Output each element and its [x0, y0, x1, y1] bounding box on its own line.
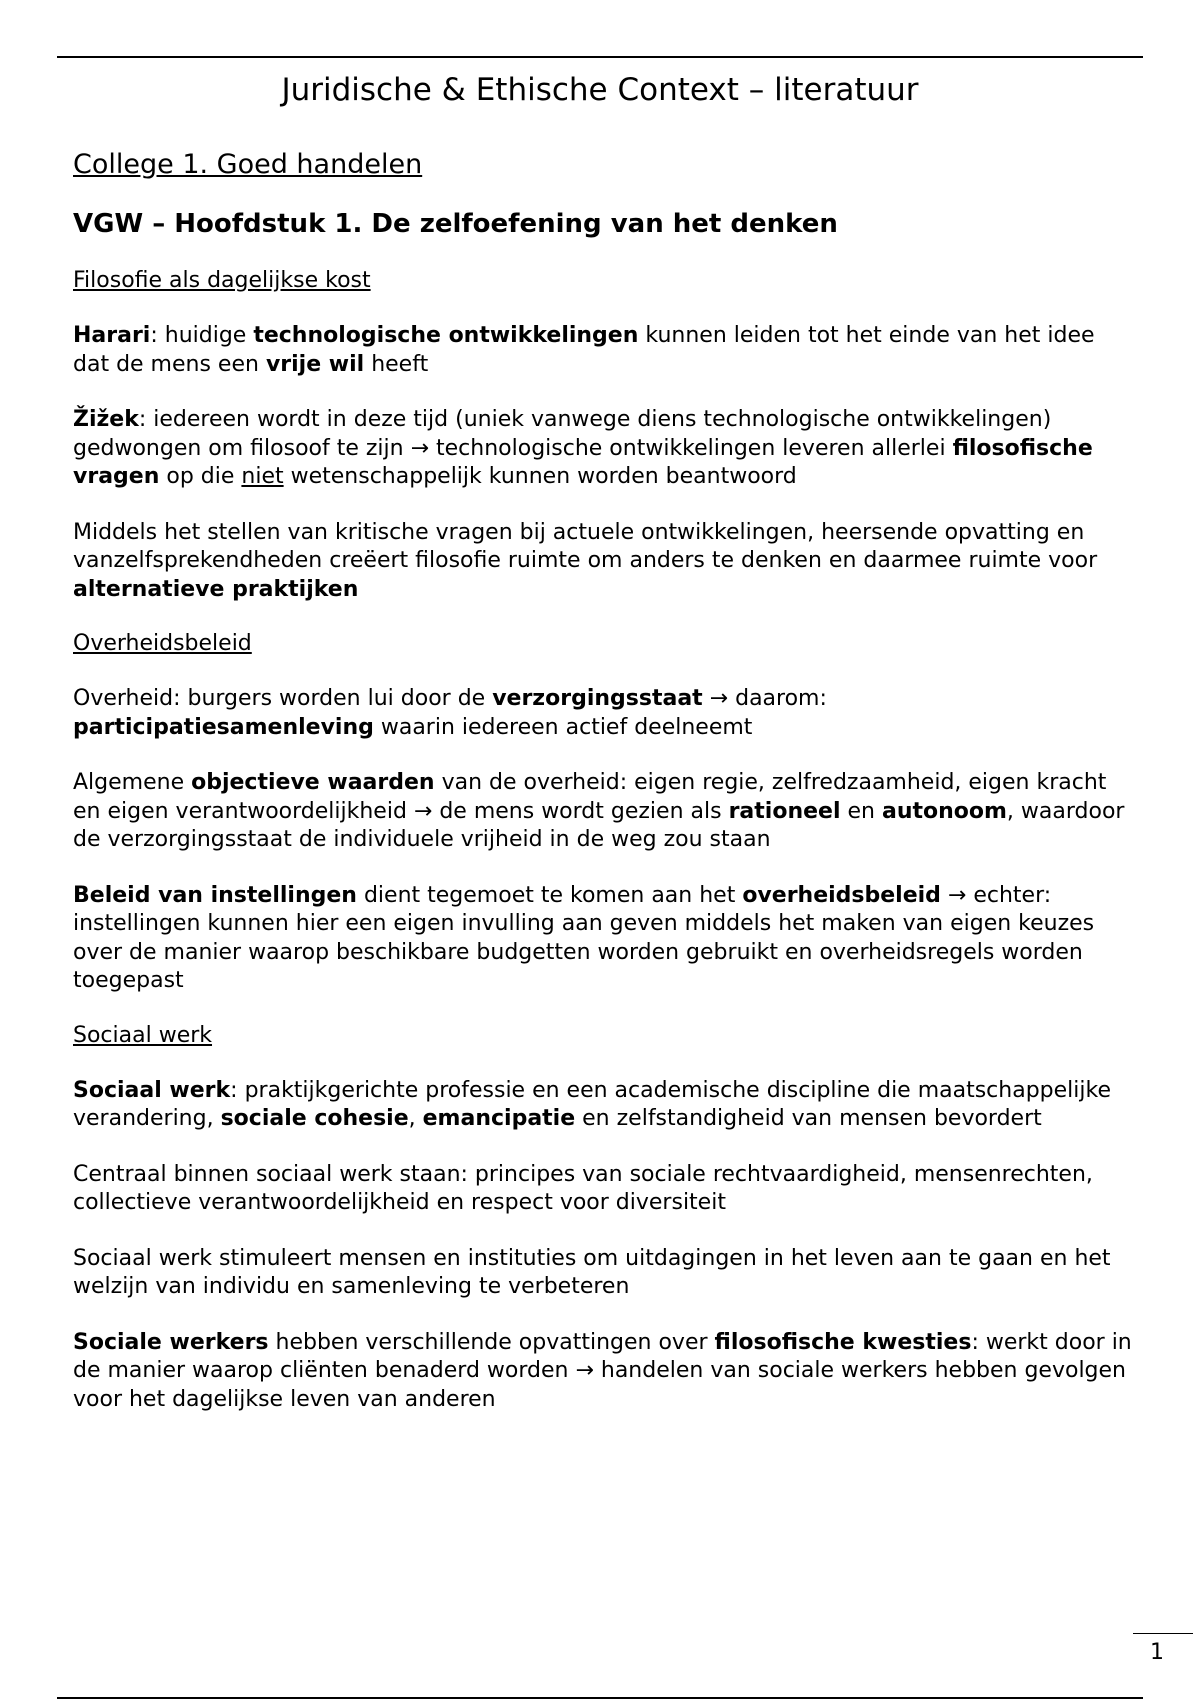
section-heading-filosofie: Filosofie als dagelijkse kost: [73, 268, 371, 293]
page-number: 1: [1150, 1640, 1164, 1665]
paragraph-zizek: Žižek: iedereen wordt in deze tijd (uniek vanwege diens technologische ontwikkelingen) gedwongen om filosoof te zijn → technologische ontwikkelingen leveren allerlei filosofische vragen op die niet wetenschappelijk kunnen worden beantwoord: [73, 407, 1093, 489]
document-body: [73, 147, 1133, 1414]
footer-page-rule: [1133, 1633, 1193, 1634]
paragraph-overheid: Overheid: burgers worden lui door de verzorgingsstaat → daarom: participatiesamenleving waarin iedereen actief deelneemt: [73, 686, 827, 740]
paragraph-beleid-instellingen: Beleid van instellingen dient tegemoet te komen aan het overheidsbeleid → echter: instellingen kunnen hier een eigen invulling aan geven middels het maken van eigen keuzes over de manier waarop beschikbare budgetten worden gebruikt en overheidsregels worden toegepast: [73, 882, 1095, 993]
paragraph-objectieve-waarden: Algemene objectieve waarden van de overheid: eigen regie, zelfredzaamheid, eigen kracht en eigen verantwoordelijkheid → de mens wordt gezien als rationeel en autonoom, waardoor de verzorgingsstaat de individuele vrijheid in de weg zou staan: [73, 770, 1125, 852]
paragraph-stimuleert: Sociaal werk stimuleert mensen en instituties om uitdagingen in het leven aan te gaan en het welzijn van individu en samenleving te verbeteren: [73, 1245, 1111, 1299]
paragraph-harari: Harari: huidige technologische ontwikkelingen kunnen leiden tot het einde van het idee dat de mens een vrije wil heeft: [73, 323, 1095, 377]
term-zizek: Žižek: [73, 407, 139, 432]
section-heading-sociaal-werk: Sociaal werk: [73, 1022, 213, 1048]
footer-rule: [57, 1697, 1143, 1699]
paragraph-centraal: Centraal binnen sociaal werk staan: principes van sociale rechtvaardigheid, mensenrechten, collectieve verantwoordelijkheid en respect voor diversiteit: [73, 1161, 1093, 1215]
college-heading: College 1. Goed handelen: [73, 149, 423, 180]
chapter-heading: VGW – Hoofdstuk 1. De zelfoefening van het denken: [73, 209, 838, 239]
term-harari: Harari: [73, 323, 151, 348]
document-title: Juridische & Ethische Context – literatuur: [281, 72, 919, 108]
paragraph-sociaal-werk-definitie: Sociaal werk: praktijkgerichte professie en een academische discipline die maatschappelijke verandering, sociale cohesie, emancipatie en zelfstandigheid van mensen bevordert: [73, 1077, 1111, 1131]
header-rule: [57, 56, 1143, 58]
section-heading-overheidsbeleid: Overheidsbeleid: [73, 631, 252, 656]
paragraph-sociale-werkers: Sociale werkers hebben verschillende opvattingen over filosofische kwesties: werkt door in de manier waarop cliënten benaderd worden → handelen van sociale werkers hebben gevolgen voor het dagelijkse leven van anderen: [73, 1329, 1132, 1412]
paragraph-kritische-vragen: Middels het stellen van kritische vragen bij actuele ontwikkelingen, heersende opvatting en vanzelfsprekendheden creëert filosofie ruimte om anders te denken en daarmee ruimte voor alternatieve praktijken: [73, 519, 1098, 602]
